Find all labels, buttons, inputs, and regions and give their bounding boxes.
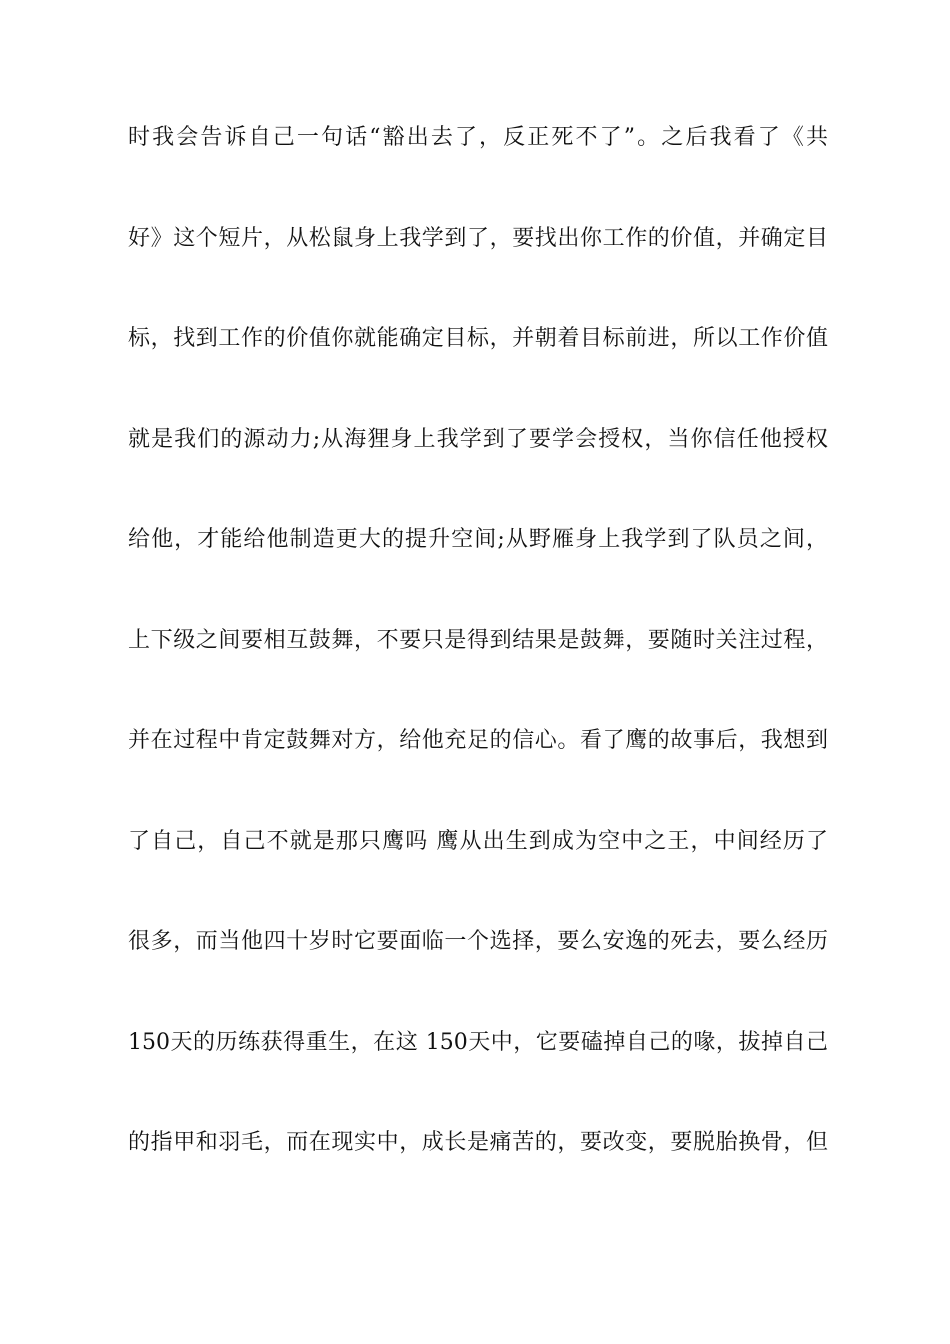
text-line: 很多，而当他四十岁时它要面临一个选择，要么安逸的死去，要么经历: [128, 929, 828, 954]
text-line: 标，找到工作的价值你就能确定目标，并朝着目标前进，所以工作价值: [128, 326, 828, 351]
text-line: 了自己，自己不就是那只鹰吗 鹰从出生到成为空中之王，中间经历了: [128, 828, 828, 854]
text-line: 的指甲和羽毛，而在现实中，成长是痛苦的，要改变，要脱胎换骨，但: [128, 1130, 828, 1155]
text-line: 上下级之间要相互鼓舞，不要只是得到结果是鼓舞，要随时关注过程，: [128, 627, 828, 653]
text-line: 好》这个短片，从松鼠身上我学到了，要找出你工作的价值，并确定目: [128, 225, 828, 251]
text-line: 就是我们的源动力;从海狸身上我学到了要学会授权，当你信任他授权: [128, 426, 828, 452]
body-text: [128, 118, 828, 1224]
text-line: 给他，才能给他制造更大的提升空间;从野雁身上我学到了队员之间，: [128, 527, 828, 552]
text-line: 150天的历练获得重生，在这 150天中，它要磕掉自己的喙，拔掉自己: [128, 1029, 828, 1055]
text-line: 时我会告诉自己一句话“豁出去了，反正死不了”。之后我看了《共: [128, 125, 828, 150]
text-line: 并在过程中肯定鼓舞对方，给他充足的信心。看了鹰的故事后，我想到: [128, 728, 828, 753]
